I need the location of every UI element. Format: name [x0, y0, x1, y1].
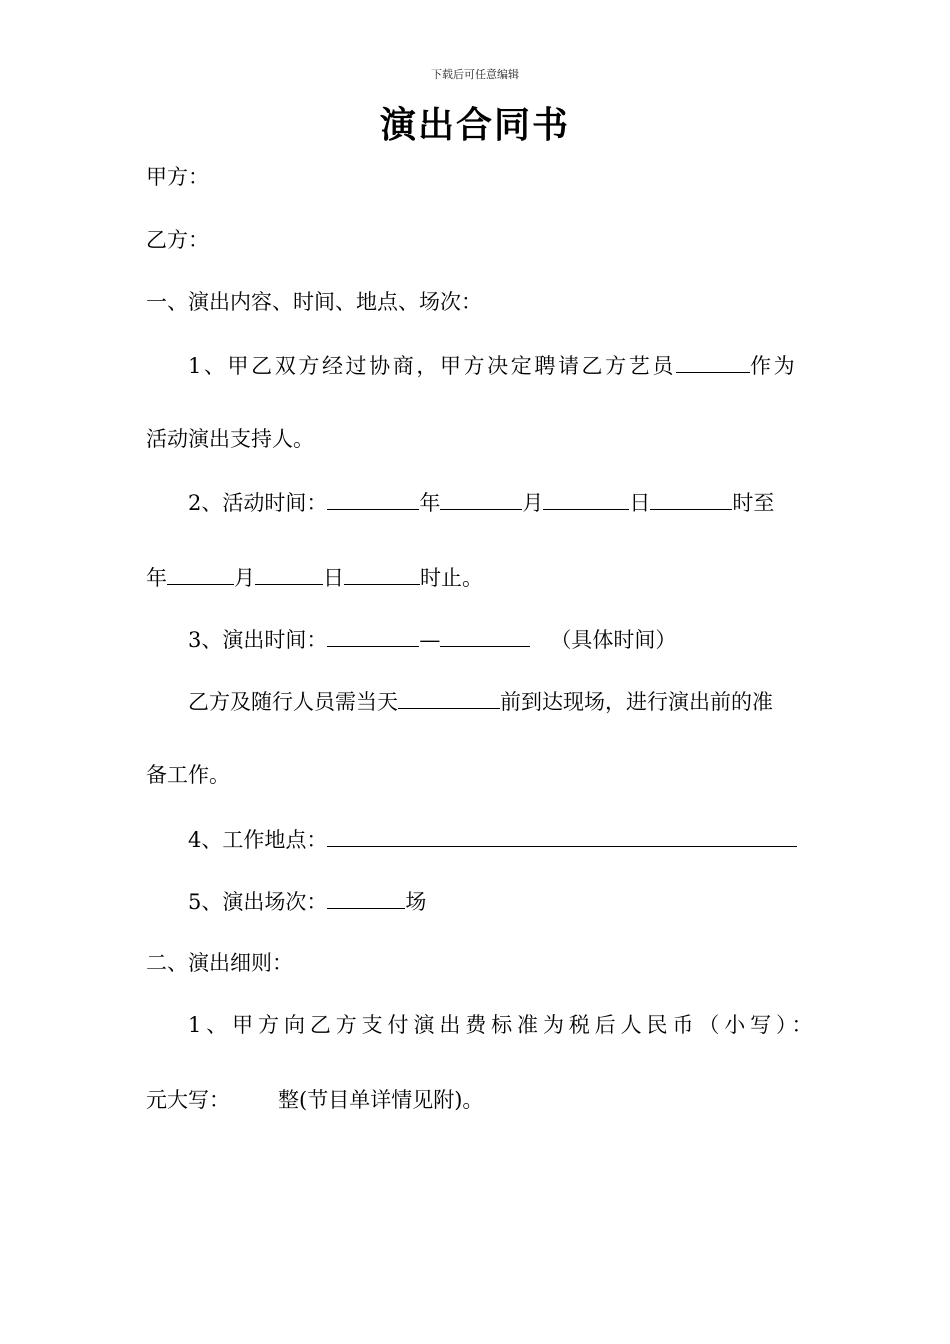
- shows-count-blank[interactable]: [327, 890, 405, 909]
- hour-to-label: 时至: [732, 491, 775, 515]
- section2-heading: 二、演出细则：: [146, 951, 293, 975]
- show-start-blank[interactable]: [327, 628, 419, 647]
- fee-amount-label: 元大写：: [146, 1088, 230, 1112]
- end-month-blank[interactable]: [167, 566, 234, 585]
- year2-label: 年: [146, 566, 167, 590]
- item5-lead: 5、演出场次：: [188, 890, 328, 914]
- item1-line: [188, 354, 797, 377]
- item3-note: （具体时间）: [550, 628, 677, 652]
- party-b-label: 乙方：: [146, 228, 209, 252]
- item2-line: [188, 491, 774, 514]
- start-hour-blank[interactable]: [650, 491, 732, 510]
- arrival-line: [188, 690, 773, 713]
- start-year-blank[interactable]: [327, 491, 419, 510]
- show-end-blank[interactable]: [440, 628, 530, 647]
- item2-lead: 2、活动时间：: [188, 491, 328, 515]
- end-label: 时止。: [420, 566, 483, 590]
- year-label: 年: [419, 491, 441, 515]
- section1-heading: 一、演出内容、时间、地点、场次：: [146, 290, 482, 314]
- item4-line: [188, 828, 797, 851]
- start-month-blank[interactable]: [440, 491, 522, 510]
- item3-line: [188, 628, 676, 651]
- item1-lead: 1、甲乙双方经过协商，甲方决定聘请乙方艺员: [188, 354, 676, 378]
- venue-blank[interactable]: [327, 828, 797, 847]
- party-a-label: 甲方：: [146, 165, 209, 189]
- fee-continuation: [146, 1090, 483, 1111]
- performer-blank[interactable]: [676, 354, 750, 373]
- end-day-blank[interactable]: [255, 566, 323, 585]
- end-hour-blank[interactable]: [344, 566, 420, 585]
- arrival-tail: 前到达现场，进行演出前的准: [500, 690, 773, 714]
- item3-dash: —: [419, 628, 441, 652]
- item3-lead: 3、演出时间：: [188, 628, 328, 652]
- item5-unit: 场: [405, 890, 427, 914]
- month-label: 月: [522, 491, 544, 515]
- day-label: 日: [629, 491, 651, 515]
- arrival-continuation: 备工作。: [146, 763, 230, 787]
- arrival-time-blank[interactable]: [398, 690, 500, 709]
- fee-line: 1、甲方向乙方支付演出费标准为税后人民币（小写）：: [188, 1013, 818, 1037]
- item5-line: [188, 890, 426, 913]
- month2-label: 月: [234, 566, 255, 590]
- arrival-lead: 乙方及随行人员需当天: [188, 690, 398, 714]
- item1-tail: 作为: [749, 354, 798, 378]
- document-title: 演出合同书: [379, 104, 570, 146]
- page-header-note: 下载后可任意编辑: [431, 68, 519, 81]
- day2-label: 日: [323, 566, 344, 590]
- item1-continuation: 活动演出支持人。: [146, 427, 314, 451]
- item2-continuation: [146, 566, 483, 589]
- start-day-blank[interactable]: [543, 491, 629, 510]
- item4-lead: 4、工作地点：: [188, 828, 328, 852]
- fee-total-label: 整(节目单详情见附)。: [278, 1088, 484, 1112]
